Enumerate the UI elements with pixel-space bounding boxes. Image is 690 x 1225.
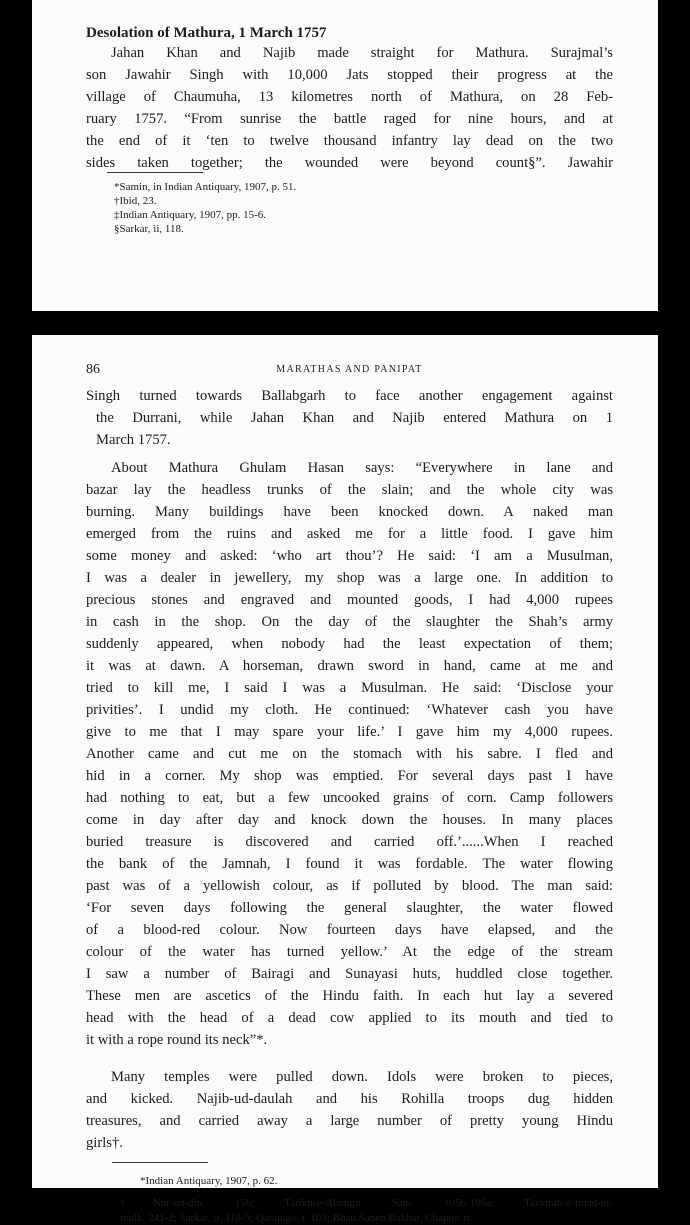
text-line: give to me that I may spare your life.’ I gave him my 4,000 rupees.: [86, 724, 613, 740]
footnote-line: *Samin, in Indian Antiquary, 1907, p. 51.: [114, 181, 297, 193]
text-line: treasures, and carried away a large number of pretty young Hindu: [86, 1113, 613, 1129]
text-line: village of Chaumuha, 13 kilometres north of Mathura, on 28 Feb-: [86, 89, 613, 105]
text-line: emerged from the ruins and asked me for a little food. I gave him: [86, 526, 613, 542]
paragraph-2: [86, 457, 613, 1051]
text-line: the bank of the Jamnah, I found it was fordable. The water flowing: [86, 856, 613, 872]
text-line: buried treasure is discovered and carried off.’......When I reached: [86, 834, 613, 850]
text-line: head with the head of a dead cow applied to its mouth and tied to: [86, 1010, 613, 1026]
text-line: colour of the water has turned yellow.’ At the edge of the stream: [86, 944, 613, 960]
text-line: burning. Many buildings have been knocked down. A naked man: [86, 504, 613, 520]
running-header: [86, 362, 613, 382]
text-line: ‘For seven days following the general slaughter, the water flowed: [86, 900, 613, 916]
text-line: I saw a number of Bairagi and Sunayasi huts, huddled close together.: [86, 966, 613, 982]
footnote: *Indian Antiquary, 1907, p. 62.: [140, 1175, 278, 1187]
text-line: Many temples were pulled down. Idols were broken to pieces,: [111, 1069, 613, 1085]
text-line: These men are ascetics of the Hindu faith. In each hut lay a severed: [86, 988, 613, 1004]
text-line: Another came and cut me on the stomach with his sabre. I fled and: [86, 746, 613, 762]
text-line: and kicked. Najib-ud-daulah and his Rohilla troops dug hidden: [86, 1091, 613, 1107]
top-paragraph: [86, 42, 613, 174]
text-line: I was a dealer in jewellery, my shop was a large one. In addition to: [86, 570, 613, 586]
footnote-rule: [107, 172, 203, 173]
text-line: girls†.: [86, 1135, 123, 1151]
text-line: ruary 1757. “From sunrise the battle raged for nine hours, and at: [86, 111, 613, 127]
paragraph-1: [86, 385, 613, 451]
paragraph-3: [86, 1066, 613, 1154]
running-title: MARATHAS AND PANIPAT: [276, 364, 423, 375]
text-line: Jahan Khan and Najib made straight for Mathura. Surajmal’s: [111, 45, 613, 61]
page-bottom: [32, 335, 658, 1224]
text-line: About Mathura Ghulam Hasan says: “Everywhere in lane and: [111, 460, 613, 476]
text-line: it was at dawn. A horseman, drawn sword in hand, came at me and: [86, 658, 613, 674]
footnote: †Nur-ud-din, 15b; Tarikh-e-Alamgir Sani. 105b-106a: Tazkirah-e-Imad-ul-: [120, 1197, 613, 1209]
text-line: it with a rope round its neck”*.: [86, 1032, 268, 1048]
text-line: Singh turned towards Ballabgarh to face another engagement against: [86, 388, 613, 404]
text-line: precious stones and engraved and mounted goods, I had 4,000 rupees: [86, 592, 613, 608]
text-line: March 1757.: [96, 432, 171, 448]
footnote-rule: [112, 1162, 208, 1163]
text-line: come in day after day and knock down the houses. In many places: [86, 812, 613, 828]
text-line: in cash in the shop. On the day of the slaughter the Shah’s army: [86, 614, 613, 630]
footnote: [114, 180, 296, 236]
section-heading: Desolation of Mathura, 1 March 1757: [86, 25, 327, 41]
page-number: 86: [86, 362, 100, 377]
text-line: bazar lay the headless trunks of the slain; and the whole city was: [86, 482, 613, 498]
text-line: privities’. I undid my cloth. He continued: ‘Whatever cash you have: [86, 702, 613, 718]
text-line: past was of a yellowish colour, as if polluted by blood. The man said:: [86, 878, 613, 894]
text-line: tried to kill me, I said I was a Musulman. He said: ‘Disclose your: [86, 680, 613, 696]
footnote-line: ‡Indian Antiquary, 1907, pp. 15-6.: [114, 209, 267, 221]
text-line: hid in a corner. My shop was emptied. For several days past I have: [86, 768, 613, 784]
page-top: [32, 0, 658, 311]
footnote-line: †Ibid, 23.: [114, 195, 157, 207]
text-line: son Jawahir Singh with 10,000 Jats stopped their progress at the: [86, 67, 613, 83]
footnote: mulk, 241-2; Sarkar, ii, 118-9; Qanungo, i, 103; Bhau Saheb Bakhar, Chapter iv.: [120, 1212, 474, 1224]
text-line: suddenly appeared, when nobody had the least expectation of them;: [86, 636, 613, 652]
text-line: the end of it ‘ten to twelve thousand infantry lay dead on the two: [86, 133, 613, 149]
text-line: had nothing to eat, but a few uncooked grains of corn. Camp followers: [86, 790, 613, 806]
text-line: of a blood-red colour. Now fourteen days have elapsed, and the: [86, 922, 613, 938]
text-line: some money and asked: ‘who art thou’? He said: ‘I am a Musulman,: [86, 548, 613, 564]
footnote-line: §Sarkar, ii, 118.: [114, 223, 184, 235]
text-line: the Durrani, while Jahan Khan and Najib entered Mathura on 1: [96, 410, 613, 426]
text-line: sides taken together; the wounded were beyond count§”. Jawahir: [86, 155, 613, 171]
